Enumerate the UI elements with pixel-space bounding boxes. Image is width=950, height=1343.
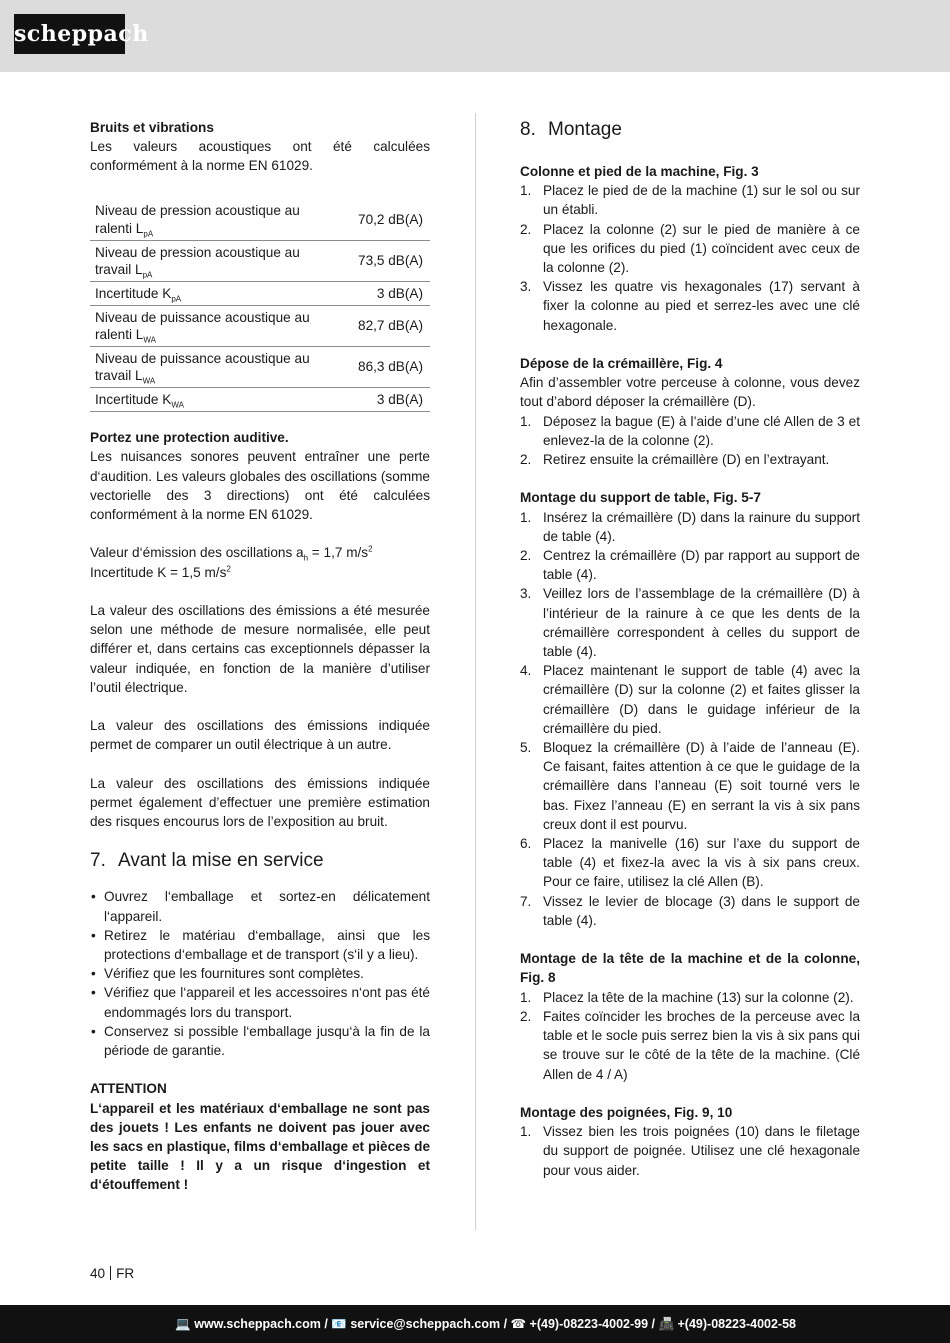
steps-list: [520, 412, 860, 470]
list-item: • Conservez si possible l‘emballage jusqu‘à la fin de la période de garantie.: [90, 1022, 430, 1060]
subsection-heading: Montage du support de table, Fig. 5-7: [520, 490, 761, 506]
scheppach-logo: scheppach: [14, 14, 125, 54]
acoustic-label: Niveau de puissance acoustique au ralenti $L_{WA}$: [90, 306, 320, 347]
acoustic-row: [90, 200, 430, 241]
list-item: 7. Vissez le levier de blocage (3) dans le support de table (4).: [520, 893, 860, 928]
paragraph-measurement: La valeur des oscillations des émissions a été mesurée selon une méthode de mesure normalisée, elle peut différer et, dans certains cas exceptionnels dépasser la valeur indiquée, en fonction de la manière d’utiliser l’outil électrique.: [90, 602, 430, 695]
list-item: • Ouvrez l‘emballage et sortez-en délicatement l‘appareil.: [90, 887, 430, 925]
protection-heading: Portez une protection auditive.: [90, 430, 289, 446]
acoustic-row: [90, 347, 430, 388]
acoustic-value: 3 dB(A): [320, 388, 430, 412]
acoustic-value: 82,7 dB(A): [320, 306, 430, 347]
acoustic-row: [90, 388, 430, 412]
acoustic-table: [90, 200, 430, 413]
right-column: [520, 118, 860, 1180]
subsection-heading: Dépose de la crémaillère, Fig. 4: [520, 356, 723, 372]
steps-list: [520, 1122, 860, 1180]
list-item: 3. Veillez lors de l’assemblage de la crémaillère (D) à l’intérieur de la rainure à ce que les dents de la crémaillère correspondent à celles du support de table (4).: [520, 586, 860, 660]
column-divider: [475, 113, 476, 1230]
subsection-heading: Montage de la tête de la machine et de la colonne, Fig. 8: [520, 951, 860, 986]
list-item: • Retirez le matériau d‘emballage, ainsi que les protections d‘emballage et de transport (s‘il y a lieu).: [90, 926, 430, 964]
emission-value: Valeur d‘émission des oscillations $a_h = 1,7$ $m/s^2$: [90, 544, 373, 564]
acoustic-row: [90, 306, 430, 347]
list-item: 6. Placez la manivelle (16) sur l’axe du support de table (4) et fixez-la avec la vis à six pans creux. Pour ce faire, utilisez la clé Allen (B).: [520, 836, 860, 890]
acoustic-row: [90, 282, 430, 306]
list-item: 4. Placez maintenant le support de table (4) avec la crémaillère (D) sur la colonne (2) et faites glisser la crémaillère (D) dans le guidage inférieur de la crémaillère du pied.: [520, 663, 860, 736]
noise-intro: Les valeurs acoustiques ont été calculées conformément à la norme EN 61029.: [90, 139, 430, 174]
list-item: 1. Vissez bien les trois poignées (10) dans le filetage du support de poignée. Utilisez une clé hexagonale pour vous aider.: [520, 1124, 860, 1178]
attention-text: L‘appareil et les matériaux d‘emballage ne sont pas des jouets ! Les enfants ne doivent pas jouer avec les sacs en plastique, films d‘emballage et pièces de petite taille ! Il y a un risque d‘ingestion et d‘étouffement !: [90, 1100, 430, 1193]
steps-list: [520, 988, 860, 1084]
steps-list: [520, 508, 860, 930]
paragraph-estimation: La valeur des oscillations des émissions indiquée permet également d’effectuer une première estimation des risques encourus lors de l’exposition au bruit.: [90, 775, 430, 830]
list-item: 2. Centrez la crémaillère (D) par rapport au support de table (4).: [520, 548, 860, 583]
emission-uncertainty: Incertitude K = 1,5 $m/s^2$: [90, 563, 231, 580]
list-item: 2. Placez la colonne (2) sur le pied de manière à ce que les orifices du pied (1) coïncident avec ceux de la colonne (2).: [520, 221, 860, 276]
acoustic-label: Niveau de puissance acoustique au travail $L_{WA}$: [90, 347, 320, 388]
list-item: 3. Vissez les quatre vis hexagonales (17) servant à fixer la colonne au pied et serrez-les avec une clé hexagonale.: [520, 279, 860, 333]
before-use-list: [90, 887, 430, 1060]
list-item: • Vérifiez que les fournitures sont complètes.: [90, 964, 430, 983]
attention-title: ATTENTION: [90, 1081, 167, 1097]
list-item: 2. Retirez ensuite la crémaillère (D) en l’extrayant.: [520, 452, 830, 468]
protection-text: Les nuisances sonores peuvent entraîner une perte d‘audition. Les valeurs globales des oscillations (somme vectorielle des 3 directions) ont été calculées conformément à la norme EN 61029.: [90, 449, 430, 522]
acoustic-label: Niveau de pression acoustique au ralenti $L_{pA}$: [90, 200, 320, 241]
subsection-intro: Afin d’assembler votre perceuse à colonne, vous devez tout d’abord déposer la crémaillère (D).: [520, 375, 860, 410]
list-item: 1. Déposez la bague (E) à l’aide d’une clé Allen de 3 et enlevez-la de la colonne (2).: [520, 413, 860, 448]
acoustic-row: [90, 241, 430, 282]
page-header: [0, 0, 950, 72]
list-item: 2. Faites coïncider les broches de la perceuse avec la table et le socle puis serrez bien la vis à six pans qui se trouve sur le côté de la tête de la machine. (Clé Allen de 4 / A): [520, 1008, 860, 1082]
contact-footer: 💻 www.scheppach.com / 📧 service@scheppach.com / ☎ +(49)-08223-4002-99 / 📠 +(49)-08223-4002-58: [0, 1305, 950, 1343]
section-8-title: 8. Montage: [520, 119, 622, 140]
acoustic-value: 70,2 dB(A): [320, 200, 430, 241]
acoustic-label: Incertitude $K_{WA}$: [90, 388, 320, 412]
section-7-title: 7. Avant la mise en service: [90, 850, 324, 872]
noise-heading: Bruits et vibrations: [90, 120, 214, 135]
list-item: 1. Insérez la crémaillère (D) dans la rainure du support de table (4).: [520, 509, 860, 544]
left-column: [90, 118, 430, 1195]
list-item: 5. Bloquez la crémaillère (D) à l’aide de l’anneau (E). Ce faisant, faites attention à ce que le guidage de la crémaillère dans l’anneau (E) soit tourné vers le bas. Fixez l’anneau (E) en serrant la vis à six pans creux dont il est pourvu.: [520, 740, 860, 832]
steps-list: [520, 181, 860, 335]
list-item: 1. Placez la tête de la machine (13) sur la colonne (2).: [520, 989, 854, 1005]
paragraph-compare: La valeur des oscillations des émissions indiquée permet de comparer un outil électrique à un autre.: [90, 718, 430, 753]
list-item: 1. Placez le pied de de la machine (1) sur le sol ou sur un établi.: [520, 183, 860, 218]
acoustic-label: Niveau de pression acoustique au travail $L_{pA}$: [90, 241, 320, 282]
acoustic-value: 73,5 dB(A): [320, 241, 430, 282]
list-item: • Vérifiez que l‘appareil et les accessoires n‘ont pas été endommagés lors du transport.: [90, 983, 430, 1021]
acoustic-value: 86,3 dB(A): [320, 347, 430, 388]
acoustic-label: Incertitude $K_{pA}$: [90, 282, 320, 306]
subsection-heading: Montage des poignées, Fig. 9, 10: [520, 1104, 733, 1120]
acoustic-value: 3 dB(A): [320, 282, 430, 306]
page-number: 40 FR: [90, 1266, 135, 1281]
subsection-heading: Colonne et pied de la machine, Fig. 3: [520, 164, 759, 179]
